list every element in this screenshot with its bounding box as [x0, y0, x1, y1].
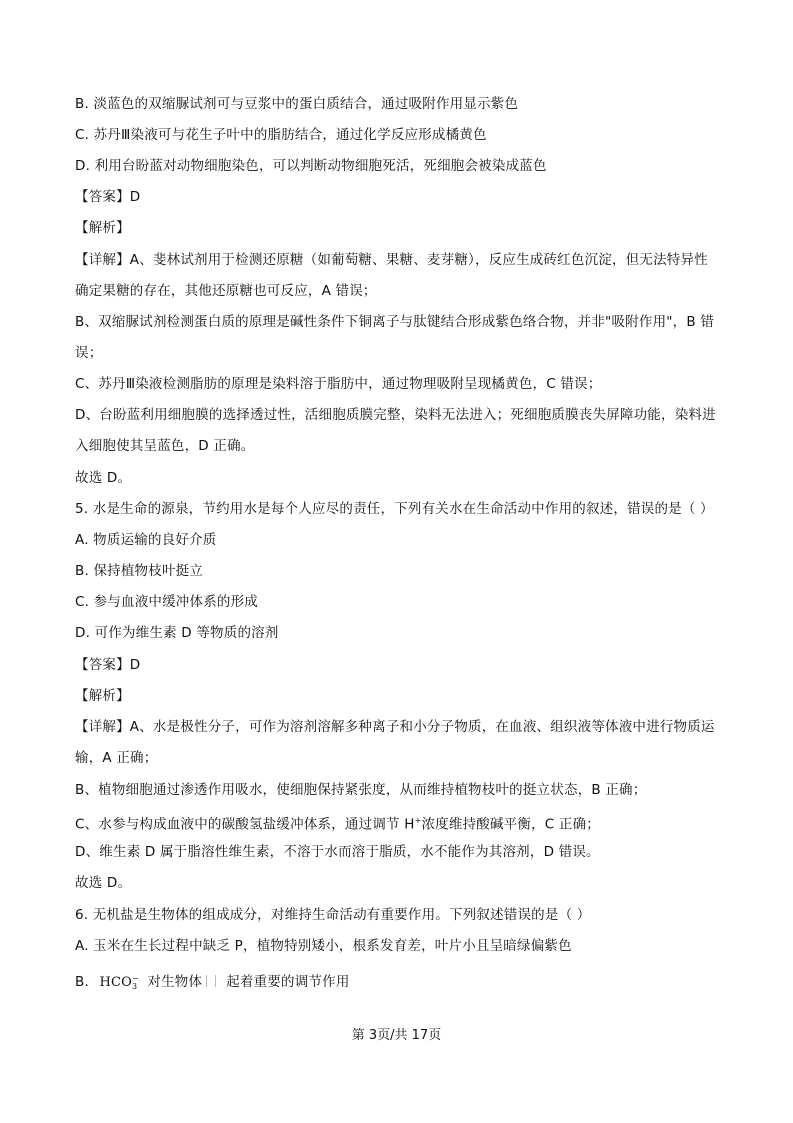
- option-5b: B. 保持植物枝叶挺立: [75, 563, 204, 579]
- analysis-label-5: 【解析】: [75, 688, 130, 704]
- option-4c: C. 苏丹Ⅲ染液可与花生子叶中的脂肪结合，通过化学反应形成橘黄色: [75, 127, 487, 143]
- option-6b-label: B.: [75, 974, 89, 990]
- selection-5: 故选 D。: [75, 875, 132, 891]
- bicarbonate-formula: [99, 975, 138, 990]
- explanation-4-line2: 确定果糖的存在，其他还原糖也可反应，A 错误；: [75, 283, 377, 299]
- formula-subscript: 3: [132, 981, 138, 991]
- option-5a: A. 物质运输的良好介质: [75, 532, 217, 548]
- option-4d: D. 利用台盼蓝对动物细胞染色，可以判断动物细胞死活，死细胞会被染成蓝色: [75, 158, 547, 174]
- explanation-5-line5: D、维生素 D 属于脂溶性维生素，不溶于水而溶于脂质，水不能作为其溶剂，D 错误。: [75, 844, 600, 860]
- option-5d: D. 可作为维生素 D 等物质的溶剂: [75, 625, 279, 641]
- formula-charge: −: [132, 973, 139, 983]
- placeholder-glyph: [206, 975, 216, 987]
- page-footer: 第 3页/共 17页: [351, 1028, 442, 1043]
- option-6b: [75, 972, 350, 993]
- explanation-4-line7: 入细胞使其呈蓝色，D 正确。: [75, 438, 255, 454]
- explanation-4-line5: C、苏丹Ⅲ染液检测脂肪的原理是染料溶于脂肪中，通过物理吸附呈现橘黄色，C 错误；: [75, 376, 602, 392]
- explanation-4-line6: D、台盼蓝利用细胞膜的选择透过性，活细胞质膜完整，染料无法进入；死细胞质膜丧失屏障功能，染料进: [75, 407, 716, 423]
- selection-4: 故选 D。: [75, 470, 132, 486]
- option-5c: C. 参与血液中缓冲体系的形成: [75, 594, 259, 610]
- explanation-5-line3: B、植物细胞通过渗透作用吸水，使细胞保持紧张度，从而维持植物枝叶的挺立状态，B 正确；: [75, 782, 647, 798]
- answer-4: 【答案】D: [75, 189, 141, 205]
- explanation-5-line2: 输，A 正确；: [75, 750, 158, 766]
- option-6a: A. 玉米在生长过程中缺乏 P，植物特别矮小，根系发育差，叶片小且呈暗绿偏紫色: [75, 938, 572, 954]
- question-5: 5. 水是生命的源泉，节约用水是每个人应尽的责任，下列有关水在生命活动中作用的叙述，错误的是（ ）: [75, 501, 714, 517]
- question-6: 6. 无机盐是生物体的组成成分，对维持生命活动有重要作用。下列叙述错误的是（ ）: [75, 907, 591, 923]
- explanation-4-line1: 【详解】A、斐林试剂用于检测还原糖（如葡萄糖、果糖、麦芽糖），反应生成砖红色沉淀，但无法特异性: [75, 252, 708, 268]
- explanation-5-line1: 【详解】A、水是极性分子，可作为溶剂溶解多种离子和小分子物质，在血液、组织液等体液中进行物质运: [75, 719, 715, 735]
- formula-base: HCO: [99, 975, 132, 990]
- option-4b: B. 淡蓝色的双缩脲试剂可与豆浆中的蛋白质结合，通过吸附作用显示紫色: [75, 96, 519, 112]
- explanation-4-line4: 误；: [75, 345, 103, 361]
- hydrogen-ion-charge: +: [414, 816, 422, 825]
- explanation-5-line4-pre: C、水参与构成血液中的碳酸氢盐缓冲体系，通过调节 H: [75, 816, 415, 833]
- explanation-4-line3: B、双缩脲试剂检测蛋白质的原理是碱性条件下铜离子与肽键结合形成紫色络合物，并非"吸附作用"，B 错: [75, 314, 715, 330]
- option-6b-tail: 起着重要的调节作用: [226, 974, 350, 990]
- answer-5: 【答案】D: [75, 657, 141, 673]
- option-6b-mid: 对生物体: [147, 974, 203, 990]
- explanation-5-line4: [75, 811, 600, 835]
- analysis-label-4: 【解析】: [75, 220, 130, 236]
- explanation-5-line4-post: 浓度维持酸碱平衡，C 正确；: [421, 816, 601, 833]
